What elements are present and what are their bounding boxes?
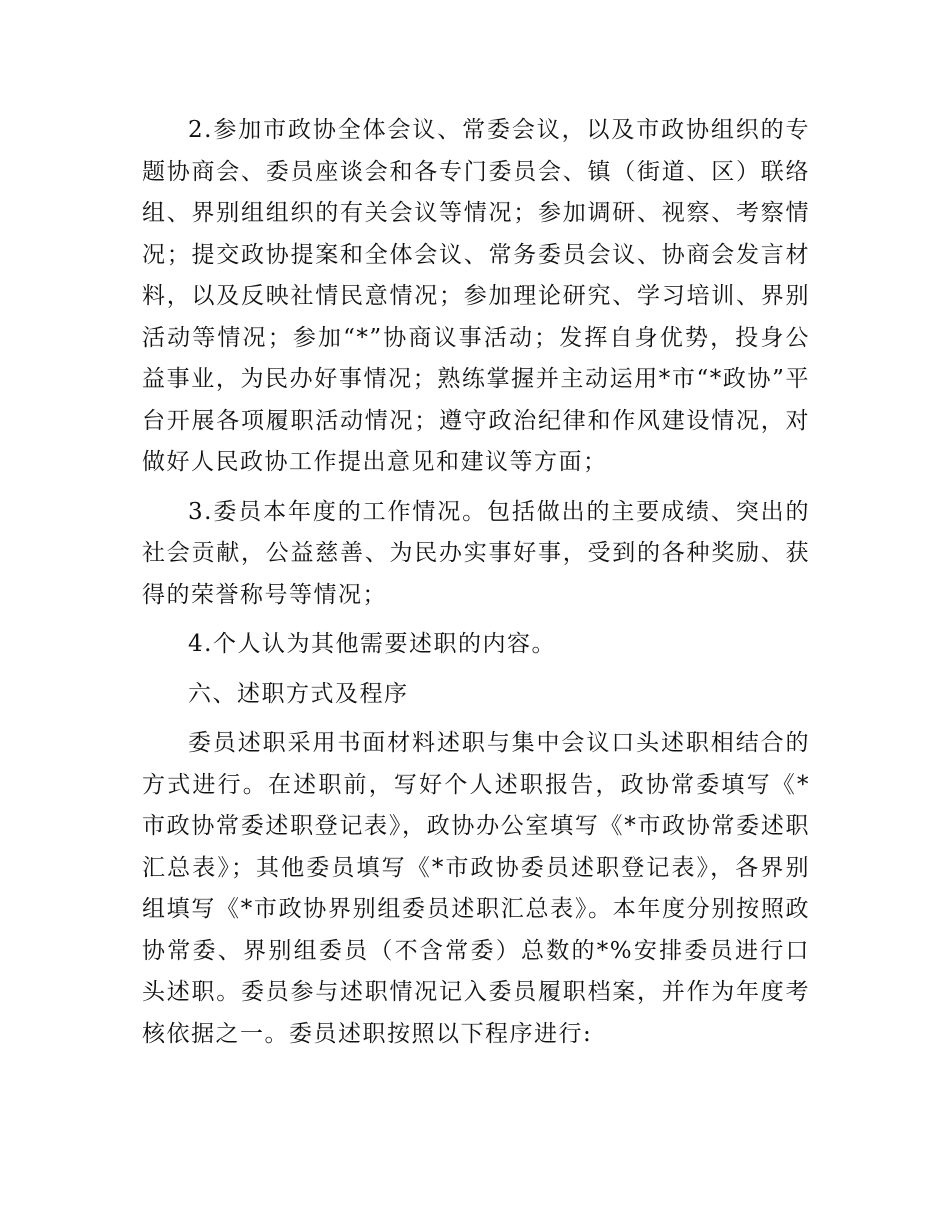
document-body: [142, 110, 810, 1063]
paragraph-procedure: 委员述职采用书面材料述职与集中会议口头述职相结合的方式进行。在述职前，写好个人述职报告，政协常委填写《*市政协常委述职登记表》，政协办公室填写《*市政协常委述职汇总表》；其他委员填写《*市政协委员述职登记表》，各界别组填写《*市政协界别组委员述职汇总表》。本年度分别按照政协常委、界别组委员（不含常委）总数的*%安排委员进行口头述职。委员参与述职情况记入委员履职档案，并作为年度考核依据之一。委员述职按照以下程序进行:: [142, 730, 810, 1047]
paragraph-item-2: 2.参加市政协全体会议、常委会议，以及市政协组织的专题协商会、委员座谈会和各专门委员会、镇（街道、区）联络组、界别组组织的有关会议等情况；参加调研、视察、考察情况；提交政协提案和全体会议、常务委员会议、协商会发言材料，以及反映社情民意情况；参加理论研究、学习培训、界别活动等情况；参加“*”协商议事活动；发挥自身优势，投身公益事业，为民办好事情况；熟练掌握并主动运用*市“*政协”平台开展各项履职活动情况；遵守政治纪律和作风建设情况，对做好人民政协工作提出意见和建议等方面；: [142, 117, 810, 475]
paragraph-item-3: 3.委员本年度的工作情况。包括做出的主要成绩、突出的社会贡献，公益慈善、为民办实事好事，受到的各种奖励、获得的荣誉称号等情况；: [142, 498, 810, 608]
paragraph-item-4: 4.个人认为其他需要述职的内容。: [188, 631, 556, 657]
section-heading: 六、述职方式及程序: [188, 680, 409, 707]
